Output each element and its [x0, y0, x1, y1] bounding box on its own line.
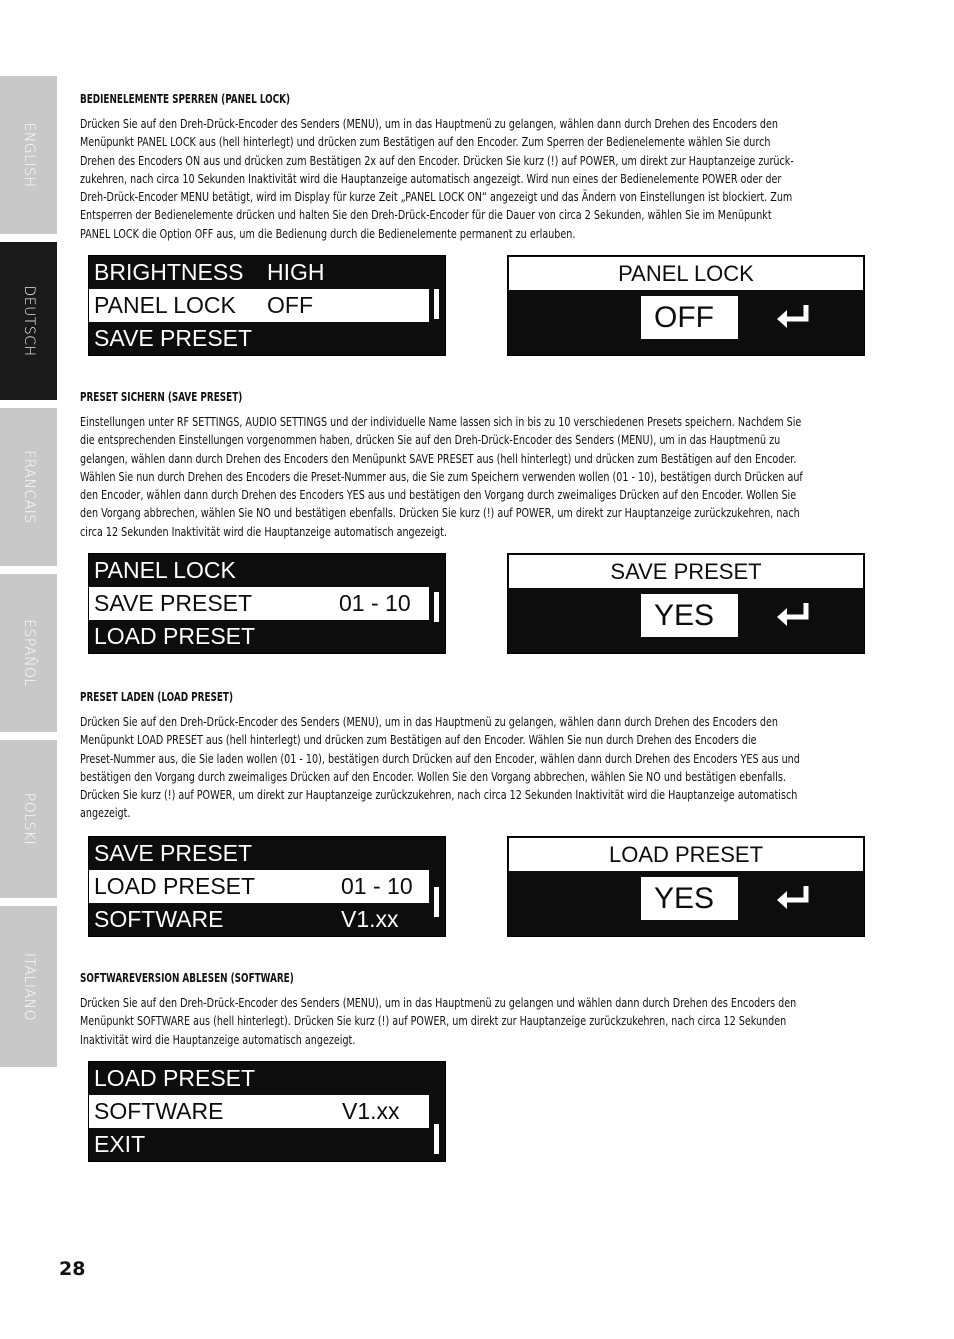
section-body [80, 994, 796, 1049]
scrollbar-thumb [434, 592, 439, 622]
tab-francais[interactable] [0, 408, 57, 566]
menu-label: BRIGHTNESS [94, 259, 244, 285]
lcd-confirm-display [507, 553, 865, 654]
lcd-menu-display [88, 836, 446, 937]
menu-row [89, 620, 431, 653]
menu-label: SOFTWARE [94, 1098, 224, 1124]
body-line: Menüpunkt PANEL LOCK aus (hell hinterlegt) und drücken zum Bestätigen auf den Encoder. Zum Sperren der Bedienelemente wählen Sie durch [80, 135, 771, 150]
scrollbar [429, 554, 445, 653]
body-line: angezeigt. [80, 806, 131, 821]
scrollbar [429, 1062, 445, 1161]
lcd-menu-display [88, 1061, 446, 1162]
menu-label: LOAD PRESET [94, 623, 256, 649]
confirm-option: OFF [641, 296, 738, 339]
body-line: Einstellungen unter RF SETTINGS, AUDIO SETTINGS und der individuelle Name lassen sich in bis zu 10 verschiedenen Presets speichern. Nachdem Sie [80, 415, 802, 429]
menu-label: PANEL LOCK [94, 292, 236, 318]
menu-value: OFF [267, 292, 313, 318]
enter-arrow-icon [776, 303, 812, 331]
section-load-preset [80, 690, 870, 830]
section-software [80, 971, 870, 1061]
menu-label: SOFTWARE [94, 906, 224, 932]
menu-value: V1.xx [342, 1098, 400, 1124]
section-title: BEDIENELEMENTE SPERREN (PANEL LOCK) [80, 92, 291, 106]
menu-row [89, 1128, 431, 1161]
menu-label: SAVE PRESET [94, 590, 253, 616]
body-line: Menüpunkt LOAD PRESET aus (hell hinterlegt) und drücken zum Bestätigen auf den Encoder. Wählen Sie nun durch Drehen des Encoders die [80, 733, 757, 748]
section-body [80, 115, 794, 243]
menu-label: SAVE PRESET [94, 325, 253, 351]
confirm-option: YES [641, 594, 738, 637]
body-line: Entsperren der Bedienelemente drücken und halten Sie den Dreh-Drück-Encoder für die Dauer von circa 2 Sekunden, wählen Sie im Menüpunkt [80, 208, 772, 223]
tab-italiano[interactable] [0, 906, 57, 1067]
tab-polski[interactable] [0, 740, 57, 898]
body-line: den Vorgang abbrechen, wählen Sie NO und bestätigen ebenfalls. Drücken Sie kurz (!) auf POWER, um direkt zur Hauptanzeige zurückzukehren, nach [80, 506, 800, 521]
body-line: Wählen Sie nun durch Drehen des Encoders die Preset-Nummer aus, die Sie zum Speichern verwenden wollen (01 - 10), bestätigen durch Drücken auf [80, 469, 803, 484]
menu-row-selected [89, 1095, 431, 1128]
enter-arrow-icon [776, 601, 812, 629]
section-body [80, 413, 803, 541]
lcd-confirm-display [507, 836, 865, 937]
menu-row [89, 1062, 431, 1095]
body-line: Drehen des Encoders ON aus und drücken zum Bestätigen 2x auf den Encoder. Drücken Sie kurz (!) auf POWER, um direkt zur Hauptanzeige zurück- [80, 153, 794, 168]
body-line: PANEL LOCK die Option OFF aus, um die Bedienung durch die Bedienelemente permanent zu erlauben. [80, 226, 576, 241]
scrollbar-thumb [434, 887, 439, 917]
confirm-title: LOAD PRESET [509, 838, 863, 871]
body-line: Preset-Nummer aus, die Sie laden wollen (01 - 10), bestätigen durch Drücken auf den Encoder, wählen dann durch Drehen des Encoders YES aus und [80, 751, 800, 766]
scrollbar [429, 256, 445, 355]
menu-value: 01 - 10 [341, 873, 413, 899]
section-title: PRESET LADEN (LOAD PRESET) [80, 690, 234, 704]
menu-row-selected [89, 870, 431, 903]
enter-arrow-icon [776, 884, 812, 912]
body-line: Drücken Sie kurz (!) auf POWER, um direkt zur Hauptanzeige zurückzukehren, nach circa 12 Sekunden Inaktivität wird die Hauptanzeige automatisch [80, 788, 798, 803]
tab-label: POLSKI [20, 792, 37, 846]
menu-row [89, 256, 431, 289]
menu-label: SAVE PRESET [94, 840, 253, 866]
body-line: bestätigen den Vorgang durch zweimaliges Drücken auf den Encoder. Wollen Sie den Vorgang abbrechen, wählen Sie NO und bestätigen ebenfalls. [80, 769, 786, 784]
page-number: 28 [59, 1258, 86, 1280]
body-line: die entsprechenden Einstellungen vorgenommen haben, drücken Sie auf den Dreh-Drück-Encoder des Senders (MENU), um in das Hauptmenü zu [80, 433, 781, 448]
menu-value: V1.xx [341, 906, 399, 932]
section-title: PRESET SICHERN (SAVE PRESET) [80, 390, 243, 404]
section-save-preset [80, 390, 870, 550]
tab-label: ENGLISH [20, 122, 37, 188]
body-line: zukehren, nach circa 10 Sekunden Inaktivität wird die Hauptanzeige automatisch angezeigt. Wird nun eines der Bedienelemente POWER oder der [80, 171, 782, 186]
menu-label: LOAD PRESET [94, 1065, 256, 1091]
scrollbar-thumb [434, 289, 439, 319]
tab-english[interactable] [0, 76, 57, 234]
confirm-option: YES [641, 877, 738, 920]
menu-row [89, 554, 431, 587]
lcd-menu-display [88, 553, 446, 654]
menu-row-selected [89, 587, 431, 620]
section-body [80, 713, 800, 823]
menu-row [89, 903, 431, 936]
confirm-title: PANEL LOCK [509, 257, 863, 290]
body-line: den Encoder, wählen dann durch Drehen des Encoders YES aus und bestätigen den Vorgang durch zweimaliges Drücken auf den Encoder. Wollen Sie [80, 488, 797, 503]
lcd-menu-display [88, 255, 446, 356]
body-line: Drücken Sie auf den Dreh-Drück-Encoder des Senders (MENU), um in das Hauptmenü zu gelangen, wählen dann durch Drehen des Encoders den [80, 117, 778, 131]
tab-label: FRANCAIS [20, 450, 37, 524]
menu-label: EXIT [94, 1131, 146, 1157]
body-line: Inaktivität wird die Hauptanzeige automatisch angezeigt. [80, 1032, 356, 1047]
section-title: SOFTWAREVERSION ABLESEN (SOFTWARE) [80, 971, 294, 985]
body-line: Dreh-Drück-Encoder MENU betätigt, wird im Display für kurze Zeit „PANEL LOCK ON“ angezeigt und das Ändern von Einstellungen ist blockiert. Zum [80, 190, 793, 205]
body-line: circa 12 Sekunden Inaktivität wird die Hauptanzeige automatisch angezeigt. [80, 524, 448, 539]
menu-row [89, 837, 431, 870]
lcd-confirm-display [507, 255, 865, 356]
body-line: gelangen, wählen dann durch Drehen des Encoders den Menüpunkt SAVE PRESET aus (hell hinterlegt) und drücken zum Bestätigen auf den Encoder. [80, 451, 797, 466]
tab-label: ITALIANO [20, 952, 37, 1021]
body-line: Drücken Sie auf den Dreh-Drück-Encoder des Senders (MENU), um in das Hauptmenü zu gelangen und wählen dann durch Drehen des Encoders den [80, 996, 797, 1010]
menu-value: HIGH [267, 259, 325, 285]
menu-row [89, 322, 431, 355]
confirm-title: SAVE PRESET [509, 555, 863, 588]
tab-espanol[interactable] [0, 574, 57, 732]
menu-row-selected [89, 289, 431, 322]
scrollbar [429, 837, 445, 936]
tab-label: DEUTSCH [20, 285, 37, 357]
tab-label: ESPAÑOL [20, 619, 37, 687]
menu-label: PANEL LOCK [94, 557, 236, 583]
tab-deutsch[interactable] [0, 242, 57, 400]
body-line: Drücken Sie auf den Dreh-Drück-Encoder des Senders (MENU), um in das Hauptmenü zu gelangen, wählen dann durch Drehen des Encoders den [80, 715, 778, 729]
scrollbar-thumb [434, 1124, 439, 1154]
menu-label: LOAD PRESET [94, 873, 256, 899]
body-line: Menüpunkt SOFTWARE aus (hell hinterlegt). Drücken Sie kurz (!) auf POWER, um direkt zur Hauptanzeige zurückzukehren, nach circa 12 Sekunden [80, 1014, 787, 1029]
menu-value: 01 - 10 [339, 590, 411, 616]
